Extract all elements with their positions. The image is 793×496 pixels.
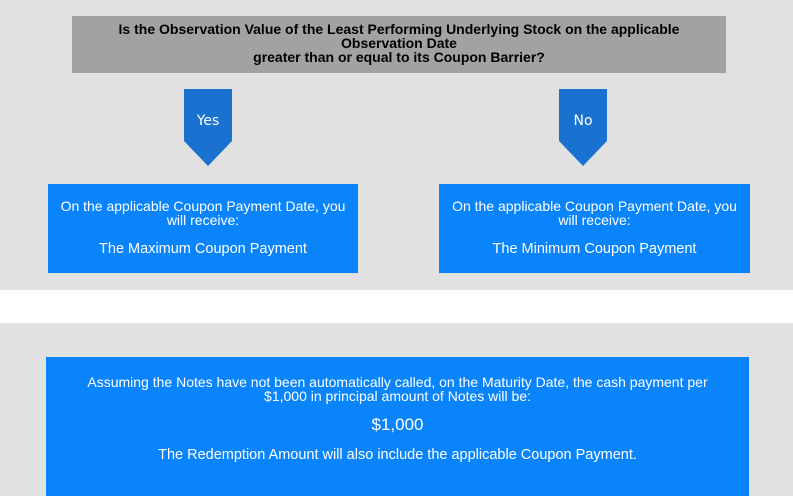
maturity-line-1: Assuming the Notes have not been automatically called, on the Maturity Date, the cash payment per [87,374,708,390]
question-line-1: Is the Observation Value of the Least Performing Underlying Stock on the applicable [118,21,680,37]
question-line-2: Observation Date [341,35,457,51]
maturity-note: The Redemption Amount will also include the applicable Coupon Payment. [158,447,637,463]
yes-outcome-result: The Maximum Coupon Payment [99,241,307,257]
maturity-line-2: $1,000 in principal amount of Notes will be: [264,388,531,404]
maturity-amount: $1,000 [371,415,424,434]
question-line-3: greater than or equal to its Coupon Barrier? [253,49,545,65]
no-outcome-box [439,184,750,273]
maturity-payment-box [46,357,749,496]
yes-outcome-box [48,184,358,273]
no-outcome-line-1: On the applicable Coupon Payment Date, you [452,198,737,214]
yes-outcome-line-2: will receive: [166,212,240,228]
yes-outcome-line-1: On the applicable Coupon Payment Date, you [60,198,346,214]
no-label: No [573,113,593,129]
no-outcome-result: The Minimum Coupon Payment [492,241,697,257]
no-outcome-line-2: will receive: [558,212,631,228]
yes-arrow [184,89,232,166]
yes-label: Yes [196,113,220,129]
question-box [72,16,726,73]
no-arrow [559,89,607,166]
